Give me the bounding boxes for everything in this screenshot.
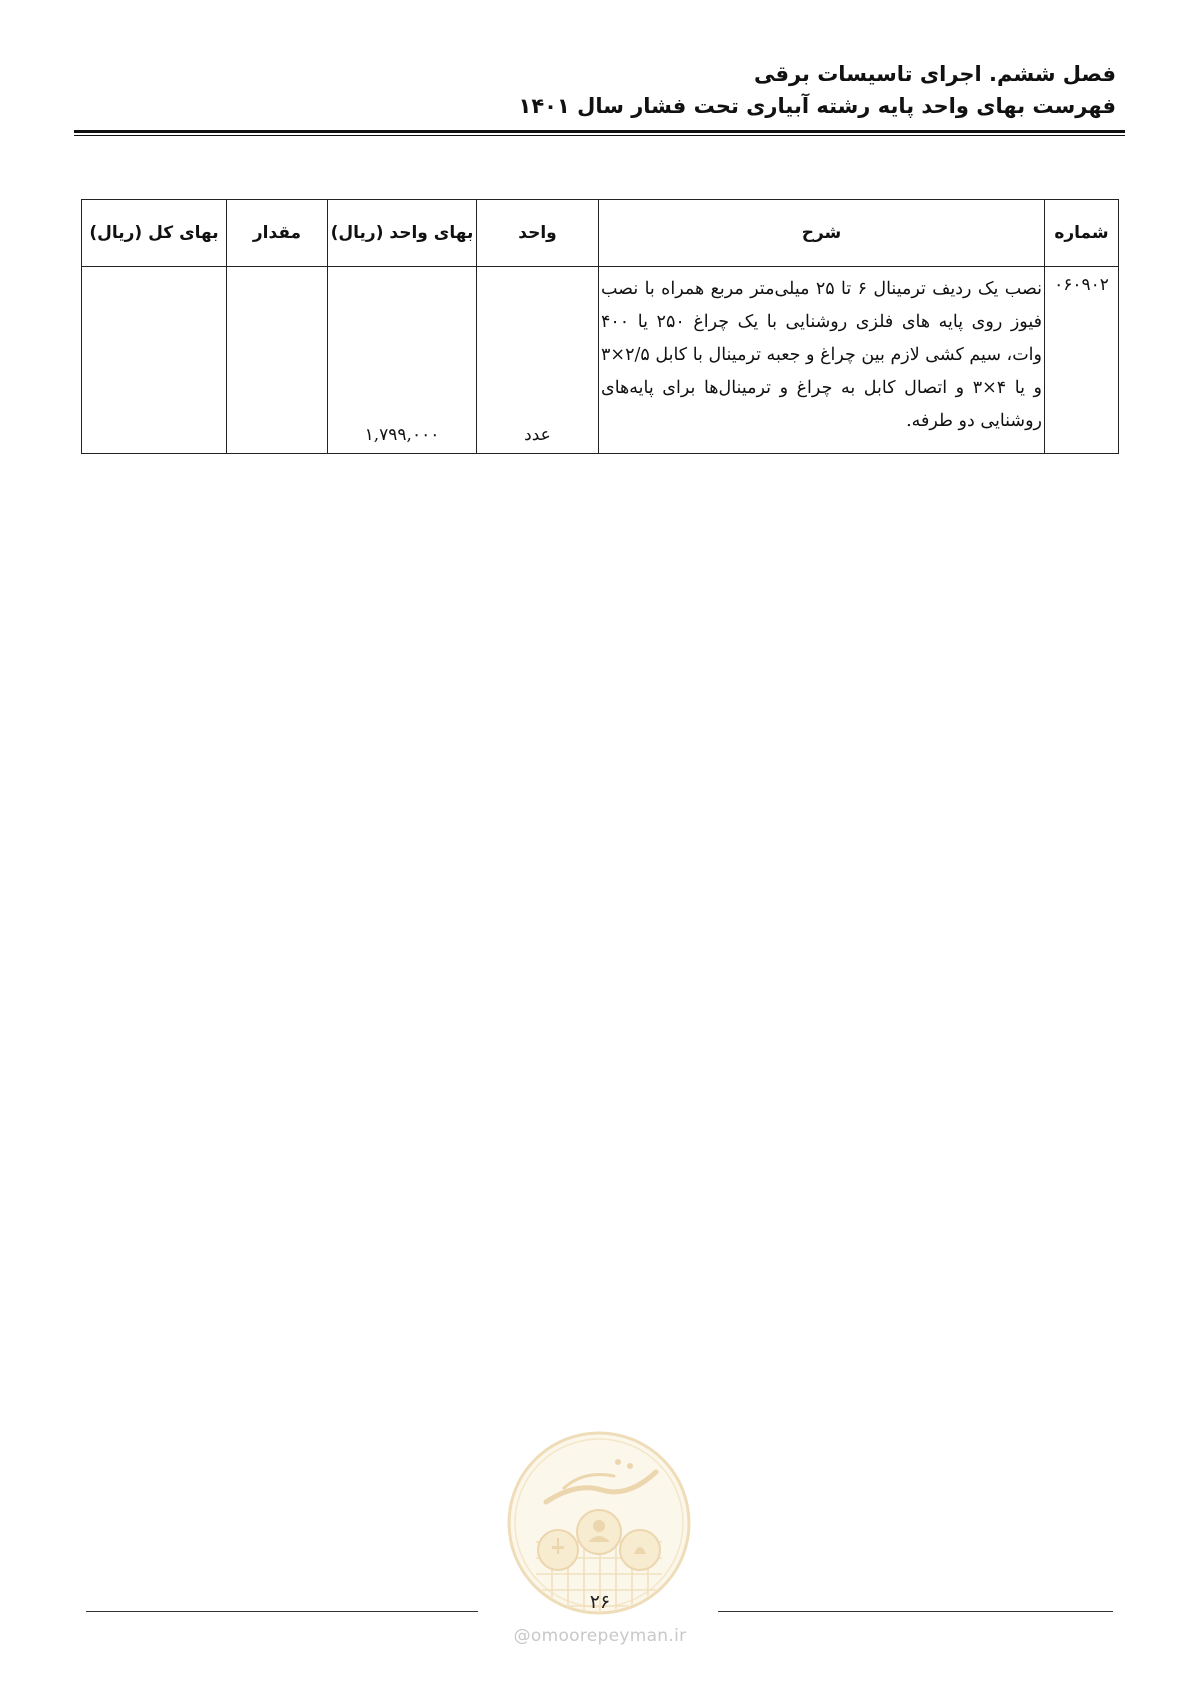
item-unit: عدد bbox=[477, 267, 599, 454]
column-header-unit: واحد bbox=[477, 200, 599, 267]
item-unit-price: ۱,۷۹۹,۰۰۰ bbox=[328, 267, 477, 454]
item-quantity bbox=[227, 267, 328, 454]
site-credit: @omoorepeyman.ir bbox=[513, 1626, 687, 1646]
watermark-logo-icon bbox=[506, 1430, 692, 1616]
column-header-total-price: بهای کل (ریال) bbox=[82, 200, 227, 267]
watermark-logo bbox=[506, 1430, 692, 1616]
column-header-quantity: مقدار bbox=[227, 200, 328, 267]
header-rule-thin bbox=[74, 135, 1125, 136]
price-table bbox=[81, 199, 1119, 454]
footer-rule-left bbox=[86, 1611, 478, 1612]
footer-rule-right bbox=[718, 1611, 1113, 1612]
column-header-unit-price: بهای واحد (ریال) bbox=[328, 200, 477, 267]
header-rule-thick bbox=[74, 130, 1125, 133]
column-header-number: شماره bbox=[1045, 200, 1119, 267]
table-header-row bbox=[82, 200, 1119, 267]
table-row bbox=[82, 267, 1119, 454]
page-header bbox=[76, 58, 1116, 122]
item-number: ۰۶۰۹۰۲ bbox=[1045, 267, 1119, 454]
chapter-title: فصل ششم. اجرای تاسیسات برقی bbox=[753, 62, 1116, 86]
price-list-title: فهرست بهای واحد پایه رشته آبیاری تحت فشار سال ۱۴۰۱ bbox=[518, 94, 1116, 118]
page-number: ۲۶ bbox=[589, 1591, 611, 1613]
column-header-description: شرح bbox=[599, 200, 1045, 267]
item-description: نصب یک ردیف ترمینال ۶ تا ۲۵ میلی‌متر مربع همراه با نصب فیوز روی پایه های فلزی روشنایی با یک چراغ ۲۵۰ یا ۴۰۰ وات، سیم کشی لازم بین چراغ و جعبه ترمینال با کابل ۲/۵×۳ و یا ۴×۳ و اتصال کابل به چراغ و ترمینال‌ها برای پایه‌های روشنایی دو طرفه. bbox=[599, 267, 1045, 454]
item-total-price bbox=[82, 267, 227, 454]
